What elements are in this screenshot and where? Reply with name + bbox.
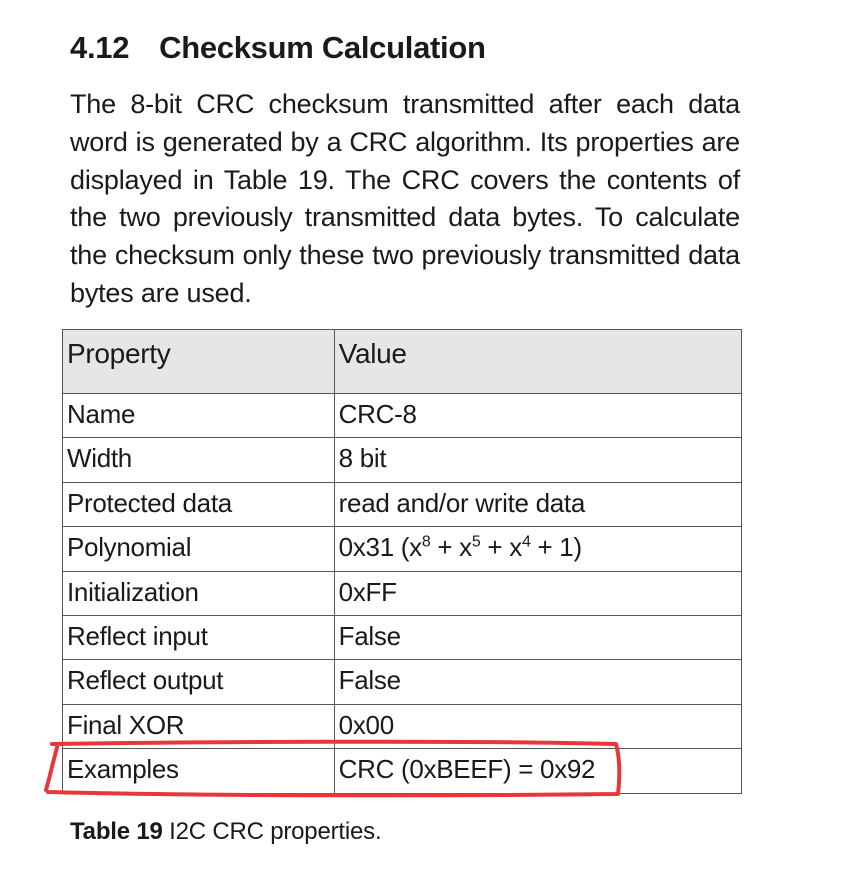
section-heading [70, 30, 486, 66]
value-cell: CRC (0xBEEF) = 0x92 [334, 749, 741, 793]
table-row [63, 482, 742, 526]
table-row [63, 438, 742, 482]
property-cell: Polynomial [63, 527, 335, 571]
crc-properties-table [62, 329, 742, 794]
property-cell: Reflect input [63, 615, 335, 659]
table-row [63, 660, 742, 704]
table-header-row [63, 330, 742, 394]
value-cell: 8 bit [334, 438, 741, 482]
table-row [63, 571, 742, 615]
property-cell: Examples [63, 749, 335, 793]
property-cell: Initialization [63, 571, 335, 615]
body-paragraph: The 8-bit CRC checksum transmitted after each data word is generated by a CRC algorithm. Its properties are displayed in Table 19. The CRC covers the contents of the two previously transmitted data bytes. To calculate the checksum only these two previously transmitted data bytes are used. [70, 89, 740, 308]
section-number: 4.12 [70, 30, 130, 65]
caption-text: I2C CRC properties. [162, 818, 382, 845]
value-cell: read and/or write data [334, 482, 741, 526]
value-cell: CRC-8 [334, 394, 741, 438]
property-cell: Width [63, 438, 335, 482]
property-cell: Reflect output [63, 660, 335, 704]
highlight-stroke [46, 742, 619, 796]
polynomial-value-cell: 0x31 $(x^8 + x^5 + x^4 + 1)$ [334, 527, 741, 571]
column-header-value: Value [334, 330, 741, 394]
red-highlight-annotation [42, 738, 622, 800]
value-cell: 0x00 [334, 704, 741, 748]
value-cell: False [334, 615, 741, 659]
table-row [63, 527, 742, 571]
value-cell: False [334, 660, 741, 704]
table-row [63, 615, 742, 659]
caption-label: Table 19 [70, 818, 163, 845]
property-cell: Name [63, 394, 335, 438]
property-cell: Final XOR [63, 704, 335, 748]
property-cell: Protected data [63, 482, 335, 526]
value-cell: 0xFF [334, 571, 741, 615]
section-title: Checksum Calculation [159, 30, 486, 65]
table-caption [70, 818, 381, 846]
table-row [63, 394, 742, 438]
column-header-property: Property [63, 330, 335, 394]
